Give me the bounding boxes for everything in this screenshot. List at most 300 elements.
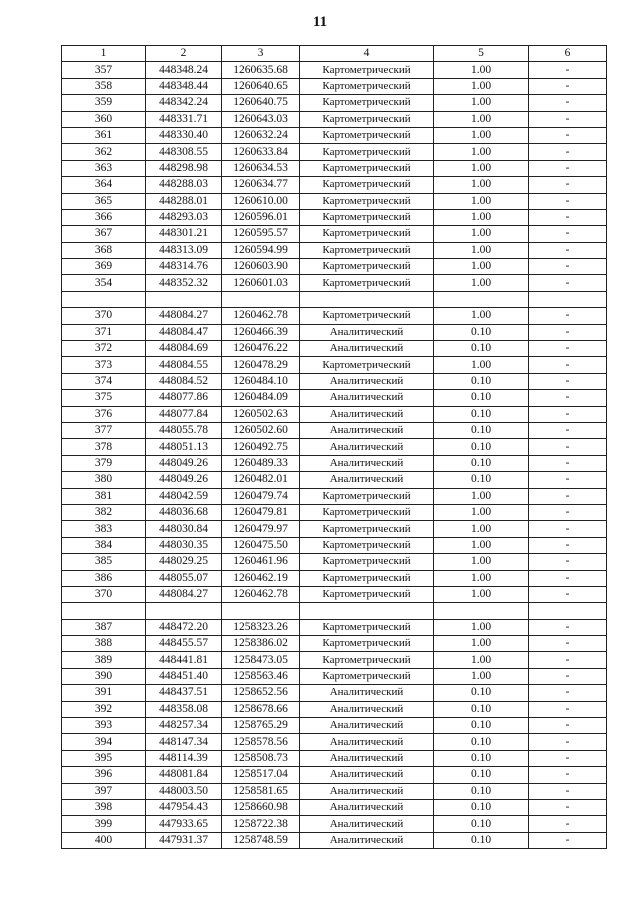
table-cell: 0.10 xyxy=(434,406,529,422)
table-cell: - xyxy=(529,783,607,799)
table-cell: Картометрический xyxy=(300,160,434,176)
table-cell: - xyxy=(529,734,607,750)
empty-cell xyxy=(529,603,607,619)
table-cell: - xyxy=(529,701,607,717)
table-cell: 448352.32 xyxy=(146,275,222,291)
table-cell: 448437.51 xyxy=(146,685,222,701)
table-cell: - xyxy=(529,636,607,652)
table-cell: 1.00 xyxy=(434,521,529,537)
empty-cell xyxy=(529,291,607,307)
table-cell: 1260482.01 xyxy=(222,472,300,488)
separator-row xyxy=(62,291,607,307)
table-cell: 1.00 xyxy=(434,619,529,635)
table-cell: 447954.43 xyxy=(146,799,222,815)
table-row xyxy=(62,832,607,848)
table-cell: 1.00 xyxy=(434,111,529,127)
header-cell: 6 xyxy=(529,46,607,62)
table-row xyxy=(62,799,607,815)
table-cell: 448342.24 xyxy=(146,95,222,111)
table-cell: 387 xyxy=(62,619,146,635)
table-cell: 376 xyxy=(62,406,146,422)
table-cell: 0.10 xyxy=(434,341,529,357)
empty-cell xyxy=(222,603,300,619)
table-row xyxy=(62,619,607,635)
table-cell: 448084.27 xyxy=(146,308,222,324)
table-cell: 1260461.96 xyxy=(222,554,300,570)
table-cell: 448293.03 xyxy=(146,209,222,225)
table-cell: Картометрический xyxy=(300,554,434,570)
table-cell: 1.00 xyxy=(434,668,529,684)
table-cell: 397 xyxy=(62,783,146,799)
table-cell: 0.10 xyxy=(434,832,529,848)
table-cell: Картометрический xyxy=(300,127,434,143)
empty-cell xyxy=(300,603,434,619)
table-cell: 1260640.65 xyxy=(222,78,300,94)
table-cell: 448084.69 xyxy=(146,341,222,357)
table-cell: Картометрический xyxy=(300,78,434,94)
table-cell: 1258508.73 xyxy=(222,750,300,766)
empty-cell xyxy=(146,603,222,619)
table-cell: 1.00 xyxy=(434,357,529,373)
table-cell: 399 xyxy=(62,816,146,832)
table-cell: - xyxy=(529,472,607,488)
table-cell: - xyxy=(529,422,607,438)
table-cell: 370 xyxy=(62,586,146,602)
table-cell: 378 xyxy=(62,439,146,455)
table-cell: 361 xyxy=(62,127,146,143)
table-cell: 1.00 xyxy=(434,78,529,94)
table-cell: 448036.68 xyxy=(146,504,222,520)
table-cell: 1.00 xyxy=(434,636,529,652)
table-row xyxy=(62,783,607,799)
header-cell: 5 xyxy=(434,46,529,62)
table-row xyxy=(62,685,607,701)
table-cell: 0.10 xyxy=(434,324,529,340)
table-cell: 364 xyxy=(62,177,146,193)
table-cell: 386 xyxy=(62,570,146,586)
table-cell: 1260484.10 xyxy=(222,373,300,389)
table-row xyxy=(62,242,607,258)
table-cell: 448030.35 xyxy=(146,537,222,553)
empty-cell xyxy=(222,291,300,307)
table-row xyxy=(62,193,607,209)
table-row xyxy=(62,767,607,783)
table-cell: Аналитический xyxy=(300,472,434,488)
table-cell: - xyxy=(529,455,607,471)
table-row xyxy=(62,357,607,373)
table-cell: 1260489.33 xyxy=(222,455,300,471)
table-cell: Картометрический xyxy=(300,275,434,291)
table-cell: 1260492.75 xyxy=(222,439,300,455)
table-cell: 375 xyxy=(62,390,146,406)
table-cell: Аналитический xyxy=(300,439,434,455)
table-cell: 377 xyxy=(62,422,146,438)
table-cell: 367 xyxy=(62,226,146,242)
table-cell: 1.00 xyxy=(434,62,529,78)
table-cell: - xyxy=(529,668,607,684)
table-cell: 1258652.56 xyxy=(222,685,300,701)
empty-cell xyxy=(62,291,146,307)
table-cell: Аналитический xyxy=(300,832,434,848)
coordinates-table xyxy=(61,45,607,849)
table-cell: 1260594.99 xyxy=(222,242,300,258)
table-cell: 1260596.01 xyxy=(222,209,300,225)
table-row xyxy=(62,439,607,455)
header-cell: 3 xyxy=(222,46,300,62)
table-cell: 391 xyxy=(62,685,146,701)
table-cell: 448358.08 xyxy=(146,701,222,717)
table-cell: 448049.26 xyxy=(146,455,222,471)
table-cell: Картометрический xyxy=(300,636,434,652)
table-cell: 400 xyxy=(62,832,146,848)
table-cell: Картометрический xyxy=(300,652,434,668)
table-cell: 383 xyxy=(62,521,146,537)
table-row xyxy=(62,95,607,111)
table-cell: Картометрический xyxy=(300,619,434,635)
table-cell: 379 xyxy=(62,455,146,471)
table-cell: 1260475.50 xyxy=(222,537,300,553)
table-cell: 1258748.59 xyxy=(222,832,300,848)
table-cell: 1.00 xyxy=(434,259,529,275)
table-cell: - xyxy=(529,308,607,324)
table-cell: 448257.34 xyxy=(146,718,222,734)
table-cell: - xyxy=(529,193,607,209)
table-cell: 371 xyxy=(62,324,146,340)
table-cell: Аналитический xyxy=(300,750,434,766)
table-cell: - xyxy=(529,750,607,766)
table-cell: Аналитический xyxy=(300,324,434,340)
table-cell: 384 xyxy=(62,537,146,553)
table-cell: Аналитический xyxy=(300,816,434,832)
table-cell: 1.00 xyxy=(434,488,529,504)
table-cell: - xyxy=(529,226,607,242)
table-row xyxy=(62,422,607,438)
table-cell: - xyxy=(529,324,607,340)
table-cell: Картометрический xyxy=(300,357,434,373)
table-row xyxy=(62,636,607,652)
table-cell: 366 xyxy=(62,209,146,225)
table-row xyxy=(62,177,607,193)
table-row xyxy=(62,570,607,586)
table-cell: Аналитический xyxy=(300,685,434,701)
table-row xyxy=(62,406,607,422)
table-cell: 398 xyxy=(62,799,146,815)
table-cell: Картометрический xyxy=(300,504,434,520)
table-cell: - xyxy=(529,78,607,94)
table-cell: 1258473.05 xyxy=(222,652,300,668)
table-cell: Аналитический xyxy=(300,701,434,717)
table-cell: - xyxy=(529,341,607,357)
table-cell: 0.10 xyxy=(434,767,529,783)
table-cell: - xyxy=(529,373,607,389)
table-cell: 447931.37 xyxy=(146,832,222,848)
empty-cell xyxy=(300,291,434,307)
table-cell: 448298.98 xyxy=(146,160,222,176)
table-cell: 385 xyxy=(62,554,146,570)
table-cell: 0.10 xyxy=(434,455,529,471)
table-cell: 1260484.09 xyxy=(222,390,300,406)
table-cell: - xyxy=(529,586,607,602)
table-cell: 1258578.56 xyxy=(222,734,300,750)
table-cell: 1.00 xyxy=(434,177,529,193)
table-row xyxy=(62,160,607,176)
table-cell: 369 xyxy=(62,259,146,275)
table-row xyxy=(62,308,607,324)
table-cell: 395 xyxy=(62,750,146,766)
table-cell: 448030.84 xyxy=(146,521,222,537)
table-cell: 448288.01 xyxy=(146,193,222,209)
table-cell: Картометрический xyxy=(300,193,434,209)
empty-cell xyxy=(434,603,529,619)
table-cell: 448301.21 xyxy=(146,226,222,242)
table-cell: Аналитический xyxy=(300,767,434,783)
table-cell: Аналитический xyxy=(300,373,434,389)
table-cell: 363 xyxy=(62,160,146,176)
table-cell: - xyxy=(529,259,607,275)
table-cell: Картометрический xyxy=(300,488,434,504)
table-cell: 0.10 xyxy=(434,390,529,406)
table-cell: 359 xyxy=(62,95,146,111)
table-cell: 0.10 xyxy=(434,718,529,734)
table-cell: - xyxy=(529,488,607,504)
table-cell: 0.10 xyxy=(434,685,529,701)
table-cell: Аналитический xyxy=(300,783,434,799)
table-cell: 370 xyxy=(62,308,146,324)
table-row xyxy=(62,78,607,94)
table-cell: 1.00 xyxy=(434,95,529,111)
table-cell: 1260634.77 xyxy=(222,177,300,193)
table-cell: - xyxy=(529,718,607,734)
table-cell: 1260502.63 xyxy=(222,406,300,422)
table-cell: - xyxy=(529,275,607,291)
table-cell: 381 xyxy=(62,488,146,504)
table-row xyxy=(62,554,607,570)
table-cell: 390 xyxy=(62,668,146,684)
table-cell: - xyxy=(529,816,607,832)
table-cell: 1258323.26 xyxy=(222,619,300,635)
table-cell: 1260633.84 xyxy=(222,144,300,160)
table-cell: 394 xyxy=(62,734,146,750)
table-cell: 1.00 xyxy=(434,144,529,160)
table-cell: 0.10 xyxy=(434,439,529,455)
table-cell: 1260502.60 xyxy=(222,422,300,438)
table-cell: Картометрический xyxy=(300,668,434,684)
table-cell: Картометрический xyxy=(300,144,434,160)
table-cell: Картометрический xyxy=(300,95,434,111)
table-cell: 448348.24 xyxy=(146,62,222,78)
table-cell: 1260466.39 xyxy=(222,324,300,340)
table-cell: 1260595.57 xyxy=(222,226,300,242)
table-row xyxy=(62,504,607,520)
table-cell: 1260479.81 xyxy=(222,504,300,520)
table-cell: 1260632.24 xyxy=(222,127,300,143)
table-cell: Аналитический xyxy=(300,718,434,734)
table-row xyxy=(62,455,607,471)
table-cell: - xyxy=(529,685,607,701)
table-cell: - xyxy=(529,652,607,668)
table-cell: 448029.25 xyxy=(146,554,222,570)
table-cell: 448441.81 xyxy=(146,652,222,668)
table-row xyxy=(62,586,607,602)
table-cell: 1.00 xyxy=(434,160,529,176)
table-cell: 358 xyxy=(62,78,146,94)
table-cell: Картометрический xyxy=(300,111,434,127)
header-row xyxy=(62,46,607,62)
table-cell: 388 xyxy=(62,636,146,652)
separator-row xyxy=(62,603,607,619)
table-row xyxy=(62,324,607,340)
table-cell: 1.00 xyxy=(434,193,529,209)
table-cell: 448081.84 xyxy=(146,767,222,783)
table-cell: 0.10 xyxy=(434,373,529,389)
table-row xyxy=(62,472,607,488)
table-cell: Аналитический xyxy=(300,390,434,406)
table-cell: 1.00 xyxy=(434,242,529,258)
header-cell: 1 xyxy=(62,46,146,62)
table-row xyxy=(62,816,607,832)
table-cell: 357 xyxy=(62,62,146,78)
table-cell: 382 xyxy=(62,504,146,520)
table-cell: 1.00 xyxy=(434,537,529,553)
table-row xyxy=(62,488,607,504)
table-cell: Аналитический xyxy=(300,734,434,750)
table-cell: 1.00 xyxy=(434,586,529,602)
table-cell: 1260476.22 xyxy=(222,341,300,357)
table-cell: 1260643.03 xyxy=(222,111,300,127)
table-row xyxy=(62,718,607,734)
table-cell: 1258722.38 xyxy=(222,816,300,832)
table-cell: 448003.50 xyxy=(146,783,222,799)
table-cell: 448055.07 xyxy=(146,570,222,586)
table-row xyxy=(62,734,607,750)
table-cell: - xyxy=(529,504,607,520)
table-cell: 448084.55 xyxy=(146,357,222,373)
table-cell: 368 xyxy=(62,242,146,258)
table-cell: - xyxy=(529,554,607,570)
table-cell: 1.00 xyxy=(434,209,529,225)
table-cell: 0.10 xyxy=(434,816,529,832)
table-cell: 1.00 xyxy=(434,570,529,586)
table-row xyxy=(62,373,607,389)
table-cell: Картометрический xyxy=(300,209,434,225)
table-cell: - xyxy=(529,160,607,176)
table-cell: 1260462.78 xyxy=(222,586,300,602)
table-row xyxy=(62,521,607,537)
table-cell: Картометрический xyxy=(300,177,434,193)
table-cell: - xyxy=(529,619,607,635)
table-row xyxy=(62,209,607,225)
table-cell: Картометрический xyxy=(300,62,434,78)
table-cell: 448084.52 xyxy=(146,373,222,389)
table-cell: 447933.65 xyxy=(146,816,222,832)
table-cell: - xyxy=(529,521,607,537)
table-cell: - xyxy=(529,357,607,373)
table-cell: 1260601.03 xyxy=(222,275,300,291)
table-cell: - xyxy=(529,570,607,586)
table-cell: 0.10 xyxy=(434,701,529,717)
table-cell: 448314.76 xyxy=(146,259,222,275)
table-row xyxy=(62,226,607,242)
table-cell: 1260634.53 xyxy=(222,160,300,176)
table-cell: 1258517.04 xyxy=(222,767,300,783)
table-row xyxy=(62,62,607,78)
table-cell: Картометрический xyxy=(300,521,434,537)
table-row xyxy=(62,537,607,553)
table-cell: 0.10 xyxy=(434,734,529,750)
table-cell: 373 xyxy=(62,357,146,373)
table-cell: Картометрический xyxy=(300,259,434,275)
table-cell: 1.00 xyxy=(434,226,529,242)
table-cell: 362 xyxy=(62,144,146,160)
table-cell: 1.00 xyxy=(434,308,529,324)
table-cell: Картометрический xyxy=(300,308,434,324)
table-cell: 1.00 xyxy=(434,504,529,520)
table-cell: 365 xyxy=(62,193,146,209)
table-cell: 448313.09 xyxy=(146,242,222,258)
table-cell: Картометрический xyxy=(300,570,434,586)
table-cell: - xyxy=(529,95,607,111)
table-row xyxy=(62,275,607,291)
table-cell: 360 xyxy=(62,111,146,127)
table-cell: 0.10 xyxy=(434,472,529,488)
table-cell: 354 xyxy=(62,275,146,291)
table-cell: 1258563.46 xyxy=(222,668,300,684)
header-cell: 2 xyxy=(146,46,222,62)
table-row xyxy=(62,390,607,406)
table-cell: Картометрический xyxy=(300,586,434,602)
table-cell: - xyxy=(529,62,607,78)
empty-cell xyxy=(146,291,222,307)
table-cell: Аналитический xyxy=(300,406,434,422)
table-cell: Картометрический xyxy=(300,537,434,553)
table-cell: 1260603.90 xyxy=(222,259,300,275)
table-cell: 448042.59 xyxy=(146,488,222,504)
table-cell: 392 xyxy=(62,701,146,717)
table-row xyxy=(62,701,607,717)
table-cell: 380 xyxy=(62,472,146,488)
table-cell: 1.00 xyxy=(434,554,529,570)
table-row xyxy=(62,144,607,160)
table-cell: Аналитический xyxy=(300,455,434,471)
table-cell: - xyxy=(529,767,607,783)
table-cell: 1258386.02 xyxy=(222,636,300,652)
table-row xyxy=(62,341,607,357)
table-cell: - xyxy=(529,406,607,422)
table-row xyxy=(62,750,607,766)
table-cell: 448455.57 xyxy=(146,636,222,652)
table-cell: 1258678.66 xyxy=(222,701,300,717)
table-cell: 448147.34 xyxy=(146,734,222,750)
table-cell: 1.00 xyxy=(434,652,529,668)
table-cell: 1258765.29 xyxy=(222,718,300,734)
table-cell: 448084.47 xyxy=(146,324,222,340)
table-cell: Аналитический xyxy=(300,422,434,438)
table-cell: Аналитический xyxy=(300,799,434,815)
table-body xyxy=(62,46,607,849)
table-cell: - xyxy=(529,799,607,815)
table-cell: 448055.78 xyxy=(146,422,222,438)
table-cell: 1260462.78 xyxy=(222,308,300,324)
table-cell: 0.10 xyxy=(434,799,529,815)
table-cell: 1260640.75 xyxy=(222,95,300,111)
table-cell: 448472.20 xyxy=(146,619,222,635)
table-cell: 374 xyxy=(62,373,146,389)
table-cell: 0.10 xyxy=(434,783,529,799)
table-cell: 448077.84 xyxy=(146,406,222,422)
table-cell: 448051.13 xyxy=(146,439,222,455)
table-cell: 448114.39 xyxy=(146,750,222,766)
table-cell: - xyxy=(529,439,607,455)
